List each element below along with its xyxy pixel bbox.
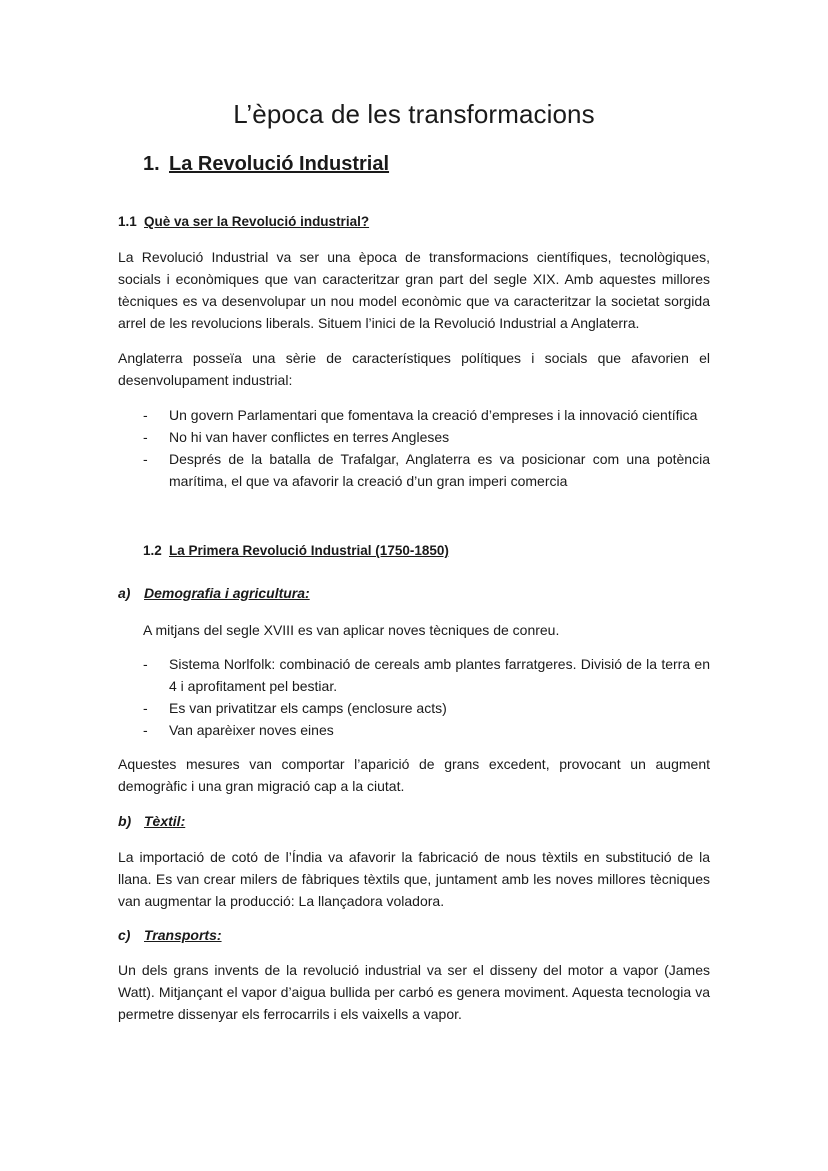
- paragraph-measures: Aquestes mesures van comportar l’aparició de grans excedent, provocant un augment demogràfic i una gran migració cap a la ciutat.: [118, 756, 710, 794]
- item-title: Tèxtil:: [144, 813, 186, 829]
- paragraph-agriculture: A mitjans del segle XVIII es van aplicar noves tècniques de conreu.: [143, 622, 560, 638]
- list-item: - Després de la batalla de Trafalgar, Anglaterra es va posicionar com una potència marítima, el que va afavorir la creació d’un gran imperi comercia: [143, 451, 710, 489]
- item-letter: c): [118, 927, 131, 943]
- england-features-list: [143, 404, 710, 492]
- document-title: L’època de les transformacions: [233, 99, 595, 129]
- section-number: 1.: [143, 153, 160, 175]
- paragraph-intro: La Revolució Industrial va ser una època de transformacions científiques, tecnològiques, socials i econòmiques que van caracteritzar gran part del segle XIX. Amb aquestes millores tècniques es va desenvolupar un nou model econòmic que va caracteritzar la societat sorgida arrel de les revolucions liberals. Situem l’inici de la Revolució Industrial a Anglaterra.: [118, 249, 710, 331]
- heading-transports: [118, 927, 222, 943]
- heading-demography: [118, 585, 310, 601]
- subsection-heading-1-1: [118, 214, 369, 229]
- section-title: La Revolució Industrial: [169, 153, 390, 175]
- item-title: Transports:: [144, 927, 222, 943]
- item-letter: a): [118, 585, 131, 601]
- paragraph-transports: Un dels grans invents de la revolució industrial va ser el disseny del motor a vapor (James Watt). Mitjançant el vapor d’aigua bullida per carbó es genera moviment. Aquesta tecnologia va permetre dissenyar els ferrocarrils i els vaixells a vapor.: [118, 962, 710, 1022]
- agriculture-list: [143, 653, 710, 741]
- subsection-number: 1.1: [118, 214, 137, 229]
- list-item: - No hi van haver conflictes en terres Angleses: [143, 429, 450, 445]
- list-item: - Sistema Norlfolk: combinació de cereals amb plantes farratgeres. Divisió de la terra en 4 i aprofitament pel bestiar.: [143, 656, 710, 694]
- subsection-title: Què va ser la Revolució industrial?: [144, 214, 370, 229]
- list-item: - Van aparèixer noves eines: [143, 722, 334, 738]
- paragraph-textile: La importació de cotó de l’Índia va afavorir la fabricació de nous tèxtils en substitució de la llana. Es van crear milers de fàbriques tèxtils que, juntament amb les noves millores tècniques van augmentar la producció: La llançadora voladora.: [118, 849, 710, 909]
- subsection-heading-1-2: [143, 543, 449, 558]
- subsection-number: 1.2: [143, 543, 162, 558]
- paragraph-england: Anglaterra posseïa una sèrie de característiques polítiques i socials que afavorien el desenvolupament industrial:: [118, 350, 710, 388]
- section-heading-1: [143, 153, 389, 176]
- item-letter: b): [118, 813, 132, 829]
- heading-textile: [118, 813, 185, 829]
- item-title: Demografia i agricultura:: [144, 585, 310, 601]
- subsection-title: La Primera Revolució Industrial (1750-1850): [169, 543, 449, 558]
- list-item: - Es van privatitzar els camps (enclosure acts): [143, 700, 447, 716]
- list-item: - Un govern Parlamentari que fomentava la creació d’empreses i la innovació científica: [143, 407, 698, 423]
